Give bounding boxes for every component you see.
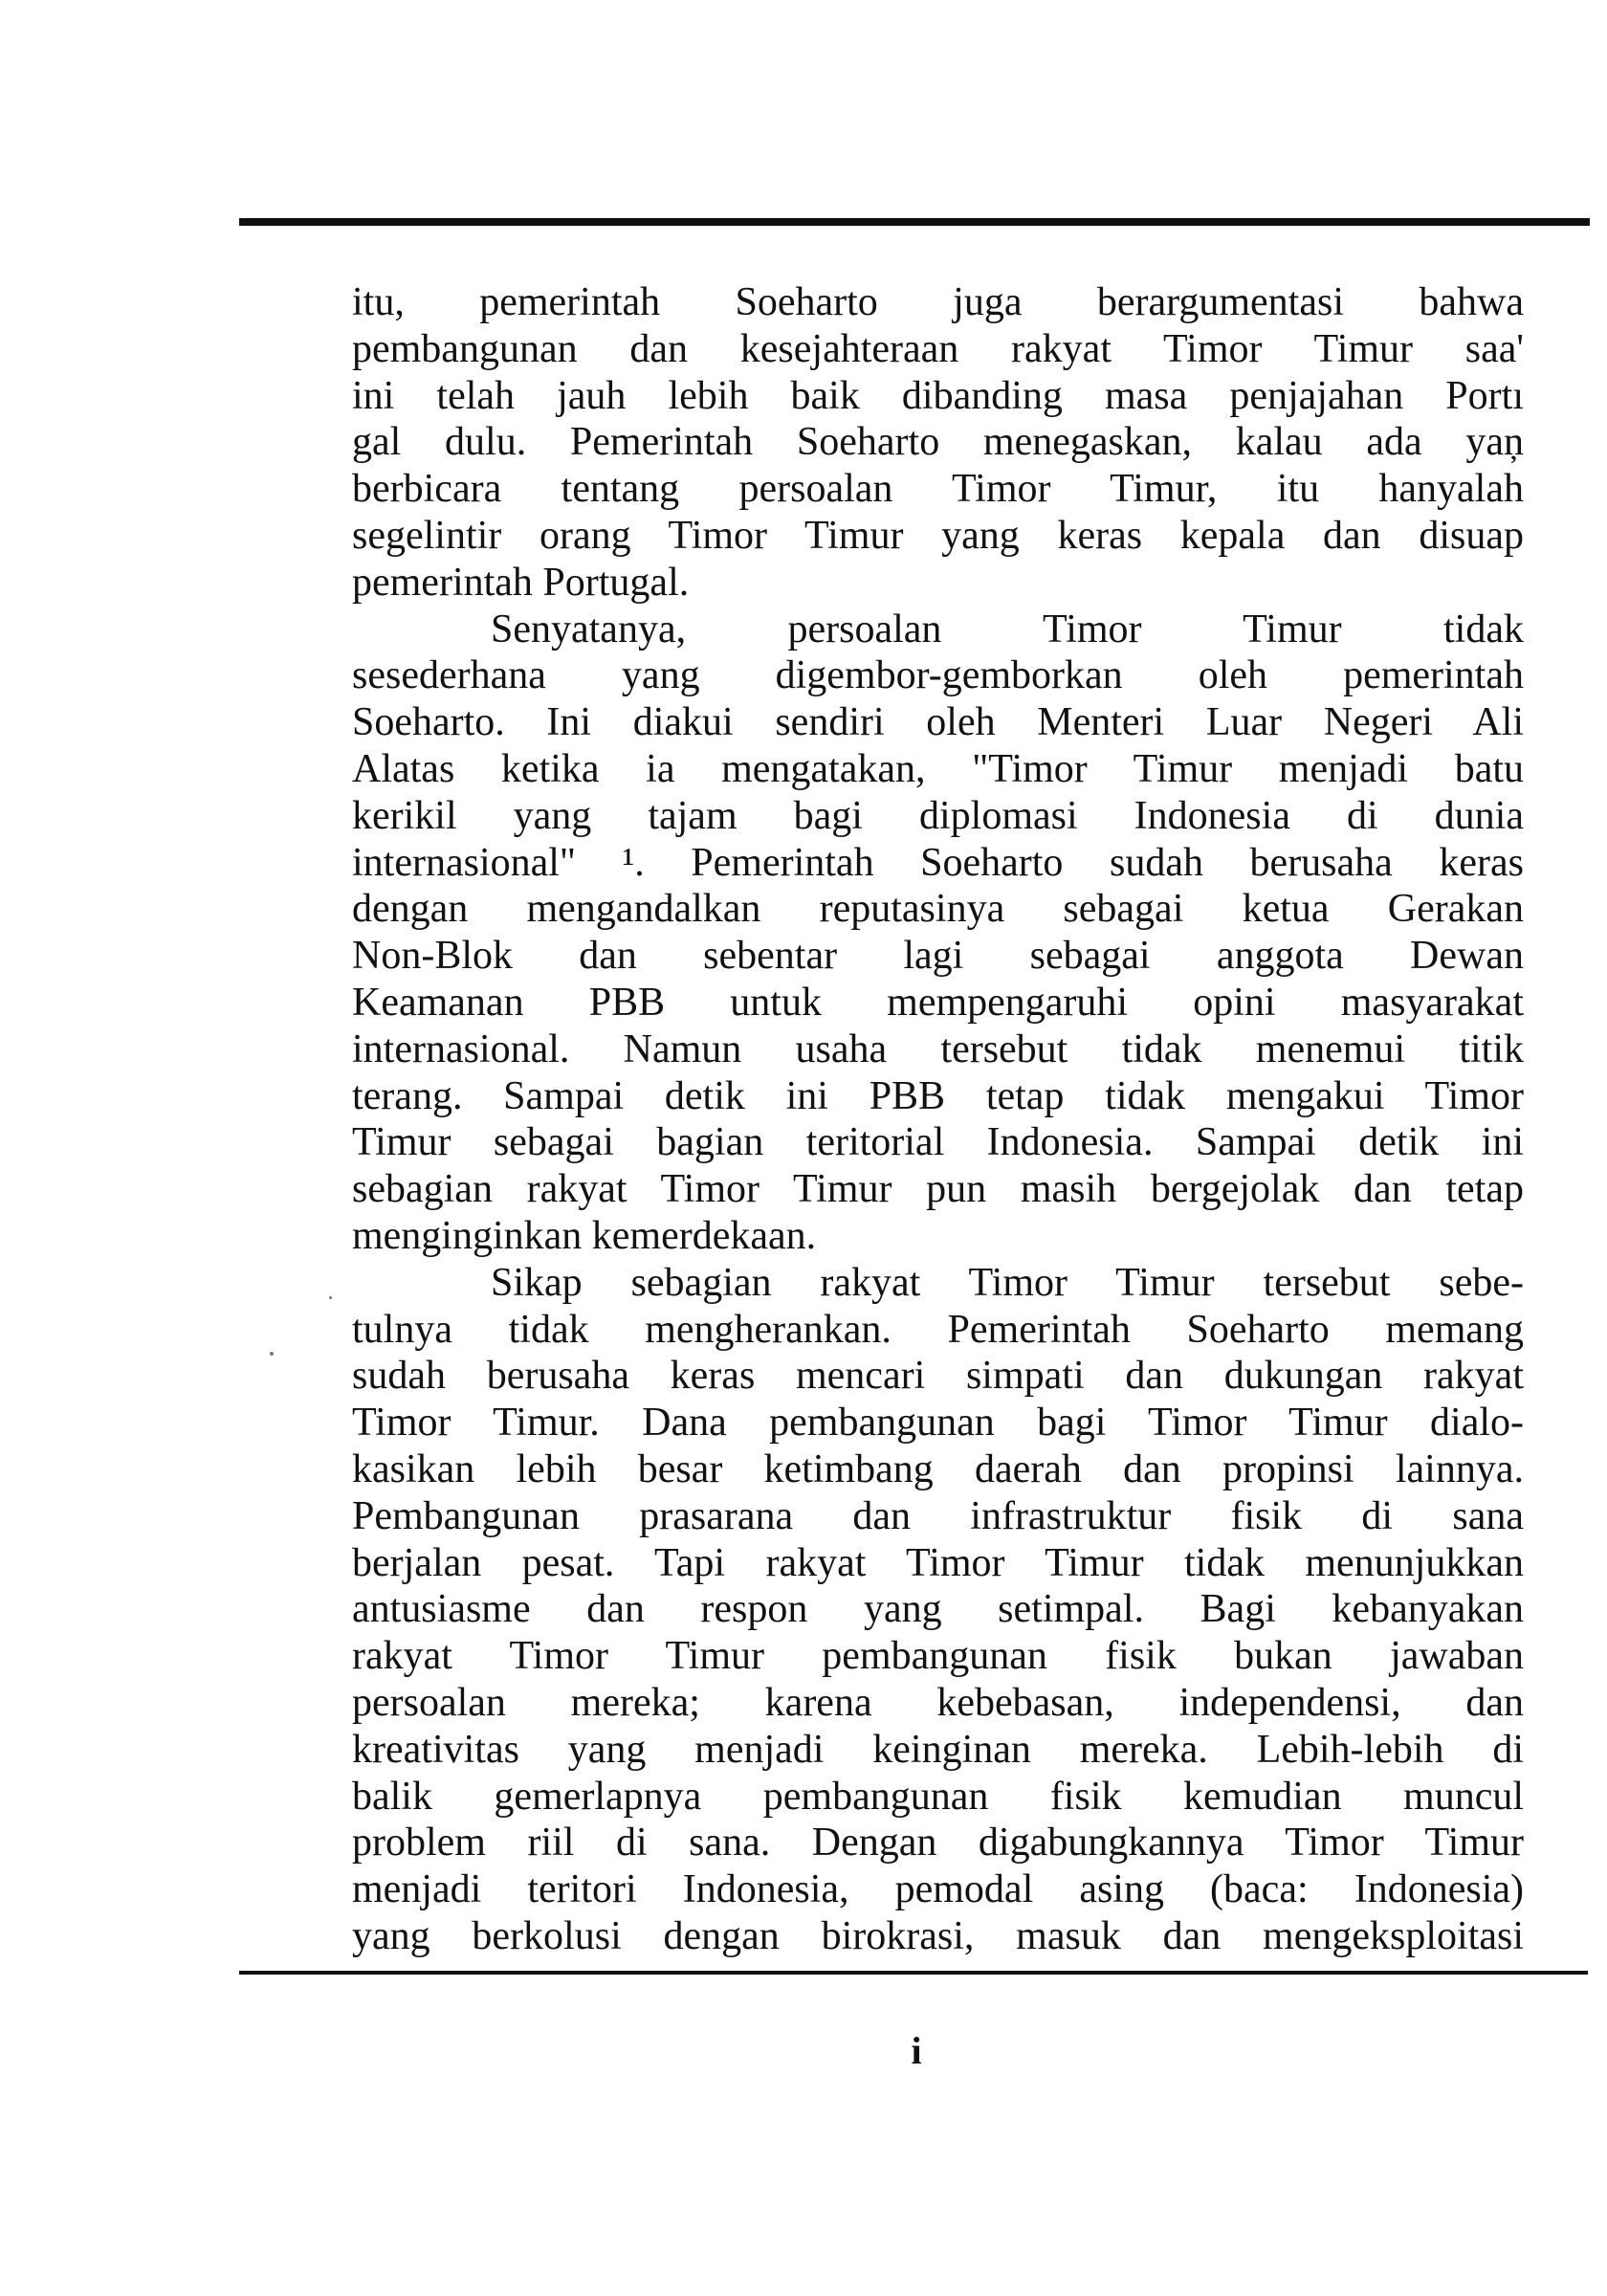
text-line: Senyatanya, persoalan Timor Timur tidak (491, 607, 1524, 651)
text-line: ini telah jauh lebih baik dibanding masa penjajahan Portı (352, 373, 1524, 418)
top-rule (239, 218, 1590, 226)
text-line: itu, pemerintah Soeharto juga berargumentasi bahwa (352, 280, 1524, 324)
text-line: sesederhana yang digembor-gemborkan oleh pemerintah (352, 653, 1524, 698)
text-line: berjalan pesat. Tapi rakyat Timor Timur tidak menunjukkan (352, 1540, 1524, 1585)
text-line: rakyat Timor Timur pembangunan fisik bukan jawaban (352, 1634, 1524, 1679)
text-line: menginginkan kemerdekaan. (352, 1213, 817, 1258)
text-line: sebagian rakyat Timor Timur pun masih bergejolak dan tetap (352, 1167, 1524, 1212)
text-line: balik gemerlapnya pembangunan fisik kemudian muncul (352, 1774, 1524, 1819)
text-line: segelintir orang Timor Timur yang keras kepala dan disuap (352, 513, 1524, 558)
text-line: Pembangunan prasarana dan infrastruktur fisik di sana (352, 1493, 1524, 1538)
text-line: kerikil yang tajam bagi diplomasi Indonesia di dunia (352, 793, 1524, 838)
text-line: Timor Timur. Dana pembangunan bagi Timor Timur dialo- (352, 1401, 1524, 1446)
text-line: dengan mengandalkan reputasinya sebagai ketua Gerakan (352, 887, 1524, 932)
text-line: berbicara tentang persoalan Timor Timur, itu hanyalah (352, 467, 1524, 512)
text-line: persoalan mereka; karena kebebasan, independensi, dan (352, 1680, 1524, 1725)
text-line: antusiasme dan respon yang setimpal. Bagi kebanyakan (352, 1587, 1524, 1632)
text-line: Sikap sebagian rakyat Timor Timur tersebut sebe- (491, 1260, 1524, 1305)
text-line: gal dulu. Pemerintah Soeharto menegaskan, kalau ada yaņ (352, 420, 1524, 465)
text-line: kreativitas yang menjadi keinginan mereka. Lebih-lebih di (352, 1727, 1524, 1772)
scan-speck (270, 1352, 274, 1356)
text-line: yang berkolusi dengan birokrasi, masuk dan mengeksploitasi (352, 1913, 1524, 1958)
text-line: Soeharto. Ini diakui sendiri oleh Menteri Luar Negeri Ali (352, 700, 1524, 745)
text-line: Non-Blok dan sebentar lagi sebagai anggota Dewan (352, 934, 1524, 979)
text-line: sudah berusaha keras mencari simpati dan dukungan rakyat (352, 1354, 1524, 1399)
text-line: problem riil di sana. Dengan digabungkannya Timor Timur (352, 1821, 1524, 1866)
page-number: i (911, 2029, 922, 2072)
text-line: internasional" ¹. Pemerintah Soeharto sudah berusaha keras (352, 840, 1524, 885)
body-text (352, 279, 1524, 1960)
text-line: Timur sebagai bagian teritorial Indonesia. Sampai detik ini (352, 1120, 1524, 1165)
text-line: pembangunan dan kesejahteraan rakyat Timor Timur saa' (352, 326, 1524, 371)
text-line: kasikan lebih besar ketimbang daerah dan propinsi lainnya. (352, 1446, 1524, 1491)
text-line: menjadi teritori Indonesia, pemodal asing (baca: Indonesia) (352, 1867, 1524, 1912)
bottom-rule (239, 1971, 1588, 1975)
text-line: terang. Sampai detik ini PBB tetap tidak mengakui Timor (352, 1073, 1524, 1118)
text-line: Alatas ketika ia mengatakan, "Timor Timur menjadi batu (352, 746, 1524, 791)
text-line: tulnya tidak mengherankan. Pemerintah Soeharto memang (352, 1307, 1524, 1352)
text-line: internasional. Namun usaha tersebut tidak menemui titik (352, 1027, 1524, 1071)
scan-speck (329, 1296, 332, 1299)
text-line: Keamanan PBB untuk mempengaruhi opini masyarakat (352, 980, 1524, 1025)
text-line: pemerintah Portugal. (352, 560, 690, 605)
